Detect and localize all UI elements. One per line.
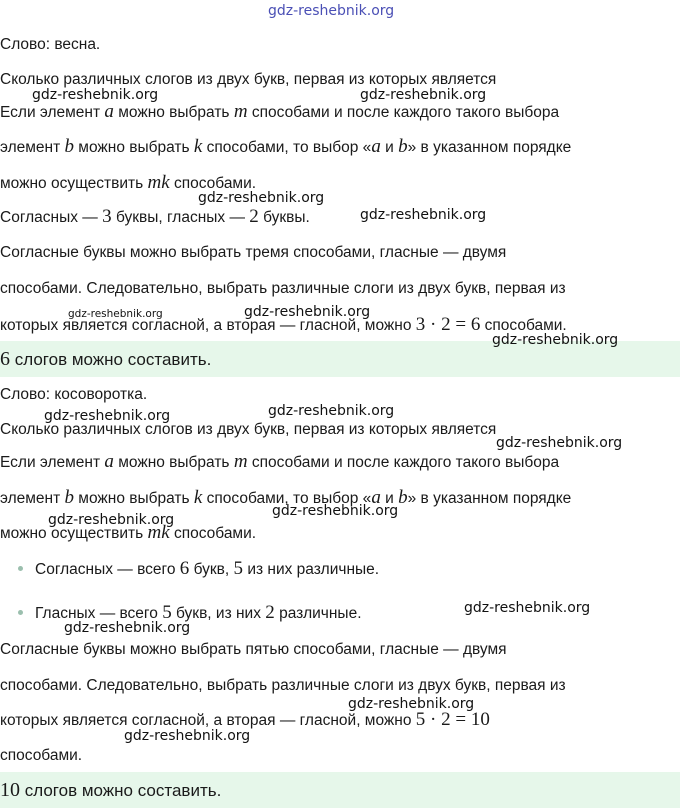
watermark: gdz-reshebnik.org: [64, 620, 191, 636]
watermark: gdz-reshebnik.org: [360, 207, 487, 223]
watermark: gdz-reshebnik.org: [272, 503, 399, 519]
rule-line: элемент b можно выбрать k способами, то выбор «a и b» в указанном порядке: [0, 487, 572, 508]
watermark: gdz-reshebnik.org: [44, 408, 171, 424]
count-line: Согласных — 3 буквы, гласных — 2 буквы.: [0, 206, 310, 227]
watermark: gdz-reshebnik.org: [68, 308, 163, 320]
explanation-line: способами. Следовательно, выбрать различные слоги из двух букв, первая из: [0, 280, 566, 297]
bullet-icon: [18, 610, 23, 615]
bullet-icon: [18, 566, 23, 571]
explanation-line: Согласные буквы можно выбрать тремя способами, гласные — двумя: [0, 244, 507, 261]
watermark: gdz-reshebnik.org: [268, 3, 395, 19]
word-line: Слово: косоворотка.: [0, 386, 148, 403]
watermark: gdz-reshebnik.org: [32, 87, 159, 103]
watermark: gdz-reshebnik.org: [268, 403, 395, 419]
list-item: Гласных — всего 5 букв, из них 2 различные.: [35, 602, 362, 623]
watermark: gdz-reshebnik.org: [496, 435, 623, 451]
calculation: 5 · 2 = 10: [415, 709, 490, 730]
calculation: 3 · 2 = 6: [415, 314, 481, 335]
watermark: gdz-reshebnik.org: [244, 304, 371, 320]
explanation-line: способами.: [0, 747, 83, 764]
list-item: Согласных — всего 6 букв, 5 из них различные.: [35, 558, 380, 579]
watermark: gdz-reshebnik.org: [48, 512, 175, 528]
explanation-line: способами. Следовательно, выбрать различные слоги из двух букв, первая из: [0, 677, 566, 694]
watermark: gdz-reshebnik.org: [124, 728, 251, 744]
word-line: Слово: весна.: [0, 36, 101, 53]
rule-line: можно осуществить mk способами.: [0, 172, 257, 193]
watermark: gdz-reshebnik.org: [360, 87, 487, 103]
watermark: gdz-reshebnik.org: [348, 696, 475, 712]
rule-line: элемент b можно выбрать k способами, то выбор «a и b» в указанном порядке: [0, 136, 572, 157]
rule-line: Если элемент a можно выбрать m способами и после каждого такого выбора: [0, 451, 560, 472]
explanation-line: которых является согласной, а вторая — гласной, можно 3 · 2 = 6 способами.: [0, 314, 567, 335]
question-line: Сколько различных слогов из двух букв, первая из которых является: [0, 71, 497, 88]
watermark: gdz-reshebnik.org: [464, 600, 591, 616]
question-line: Сколько различных слогов из двух букв, первая из которых является: [0, 421, 497, 438]
answer-box: 6 слогов можно составить.: [0, 341, 680, 377]
explanation-line: которых является согласной, а вторая — гласной, можно 5 · 2 = 10: [0, 709, 490, 730]
explanation-line: Согласные буквы можно выбрать пятью способами, гласные — двумя: [0, 641, 507, 658]
watermark: gdz-reshebnik.org: [198, 190, 325, 206]
rule-line: можно осуществить mk способами.: [0, 522, 257, 543]
answer-box: 10 слогов можно составить.: [0, 772, 680, 808]
watermark: gdz-reshebnik.org: [492, 332, 619, 348]
rule-line: Если элемент a можно выбрать m способами и после каждого такого выбора: [0, 101, 560, 122]
